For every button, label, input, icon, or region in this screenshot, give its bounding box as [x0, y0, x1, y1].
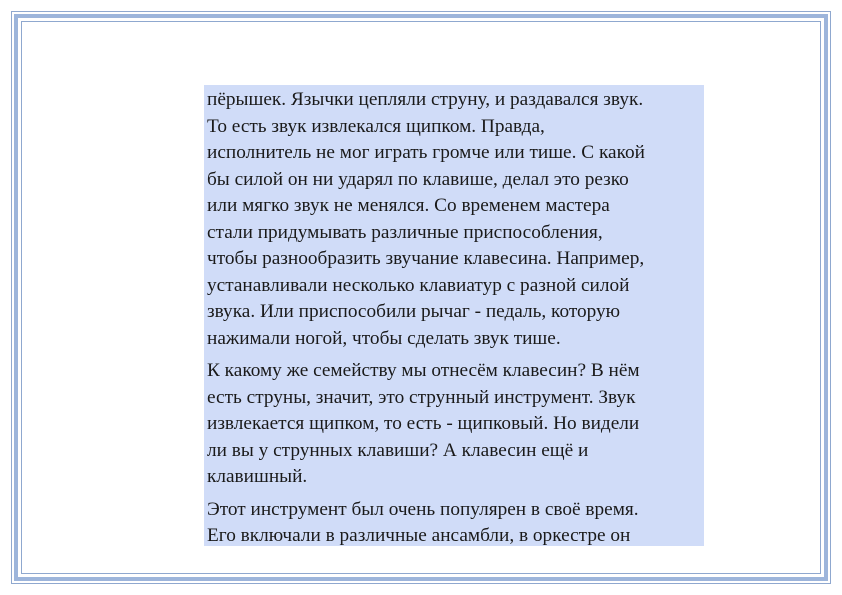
text-line: или мягко звук не менялся. Со временем мастера: [207, 195, 610, 216]
text-line: звука. Или приспособили рычаг - педаль, которую: [207, 301, 621, 322]
text-block: [204, 85, 704, 546]
text-line: пёрышек. Язычки цепляли струну, и раздавался звук.: [207, 89, 644, 110]
text-line: бы силой он ни ударял по клавише, делал это резко: [207, 168, 629, 190]
paragraph-3: [207, 497, 701, 547]
text-line: исполнитель не мог играть громче или тише. С какой: [207, 142, 645, 163]
text-line: ли вы у струнных клавиши? А клавесин ещё и: [207, 439, 589, 461]
text-line: извлекается щипком, то есть - щипковый. Но видели: [207, 413, 640, 434]
text-line: стали придумывать различные приспособления,: [207, 221, 603, 243]
text-line: устанавливали несколько клавиатур с разной силой: [207, 274, 630, 296]
text-line: клавишный.: [207, 466, 308, 487]
text-line: К какому же семейству мы отнесём клавесин? В нём: [207, 360, 640, 381]
text-line: Этот инструмент был очень популярен в своё время.: [207, 498, 639, 520]
text-line: нажимали ногой, чтобы сделать звук тише.: [207, 327, 561, 349]
text-line: чтобы разнообразить звучание клавесина. Например,: [207, 248, 645, 269]
text-line: То есть звук извлекался щипком. Правда,: [207, 115, 545, 137]
text-line: Его включали в различные ансамбли, в оркестре он: [207, 525, 631, 546]
text-line: есть струны, значит, это струнный инструмент. Звук: [207, 386, 636, 408]
paragraph-2: [207, 358, 701, 491]
paragraph-1: [207, 87, 701, 352]
